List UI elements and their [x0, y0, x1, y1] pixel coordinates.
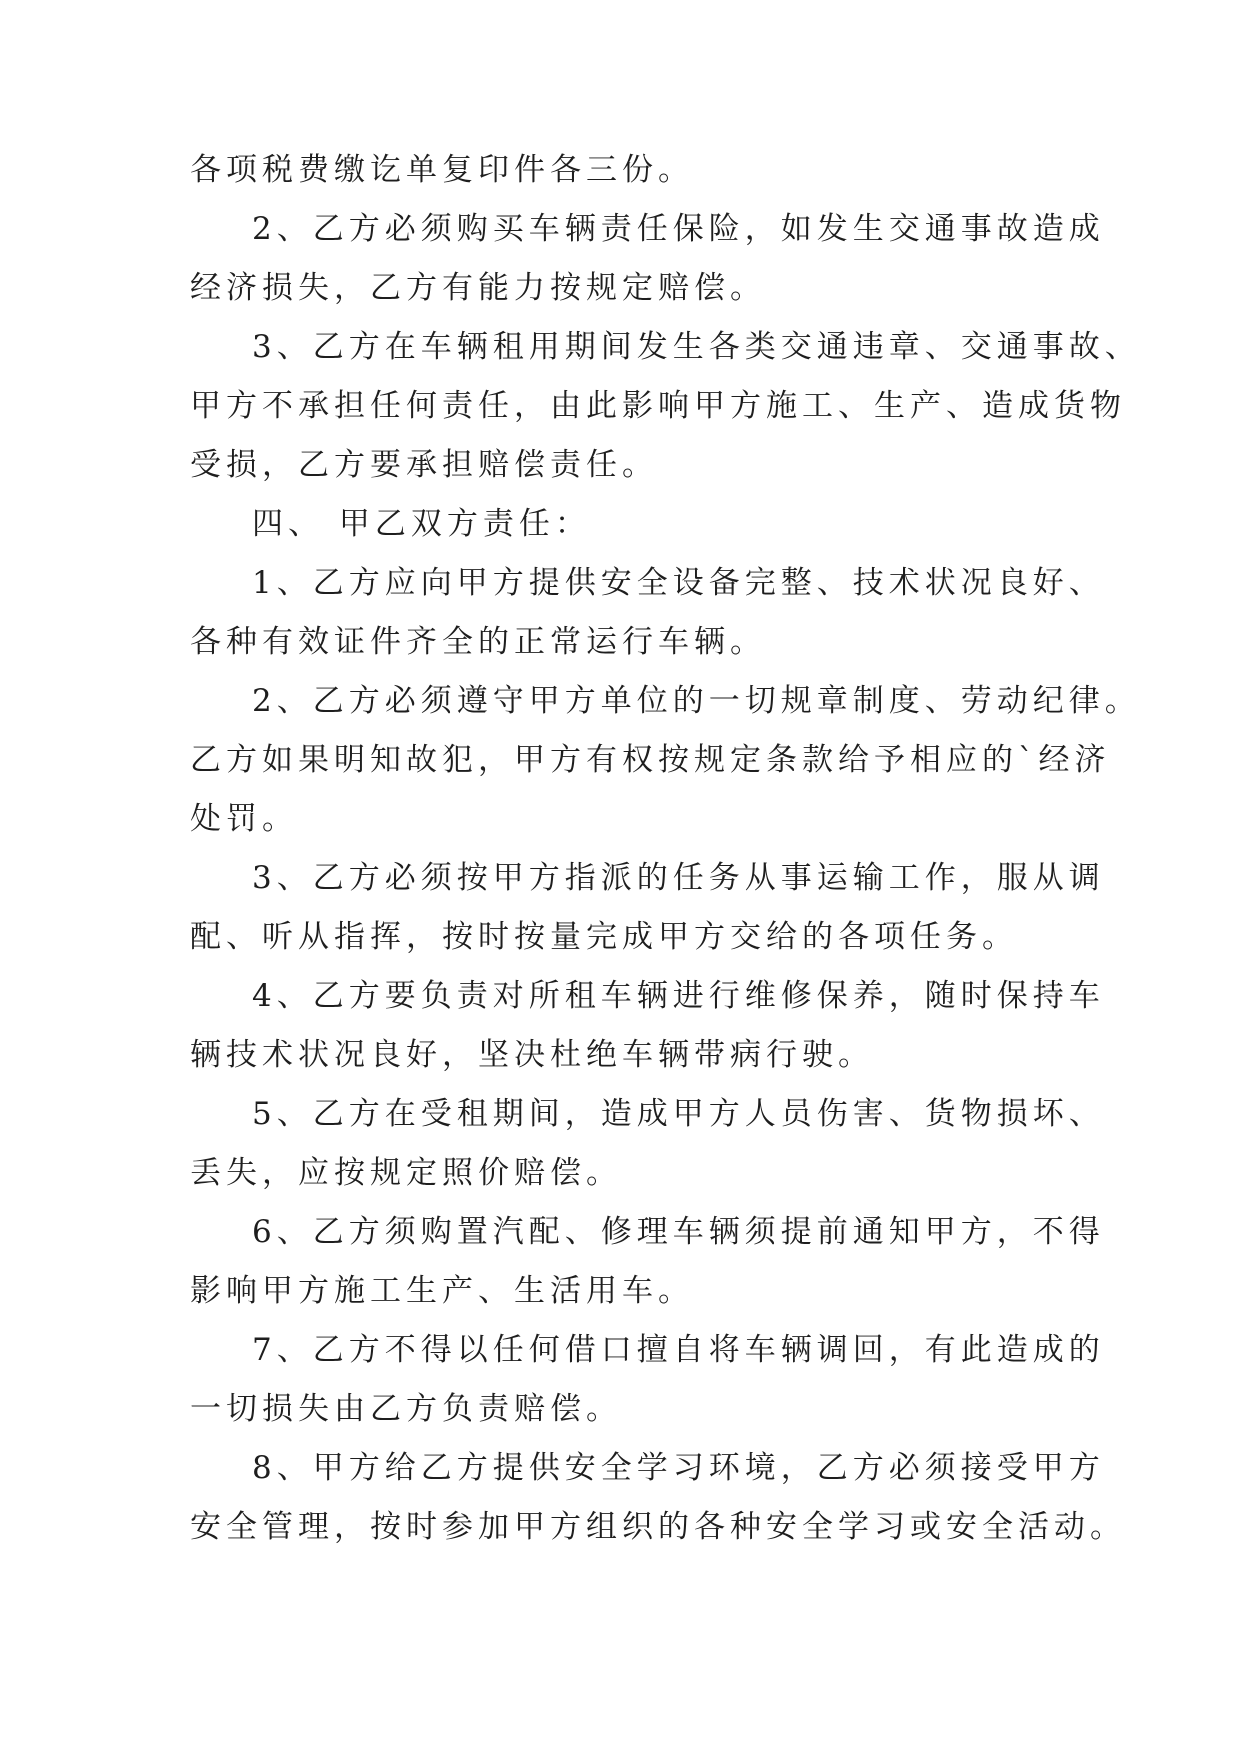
- paragraph-clause-3-2: [190, 209, 1105, 309]
- document-body: [190, 150, 1141, 1566]
- paragraph-clause-4-2: [190, 681, 1141, 840]
- paragraph-line: 各种有效证件齐全的正常运行车辆。: [190, 624, 766, 660]
- paragraph-line: 处罚。: [190, 801, 298, 837]
- paragraph-line: 4、乙方要负责对所租车辆进行维修保养，随时保持车: [252, 978, 1105, 1014]
- paragraph-clause-4-7: [190, 1330, 1105, 1430]
- paragraph-line: 2、乙方必须遵守甲方单位的一切规章制度、劳动纪律。: [252, 683, 1141, 719]
- paragraph-line: 3、乙方在车辆租用期间发生各类交通违章、交通事故、: [252, 329, 1141, 365]
- paragraph-continuation: [190, 150, 1070, 191]
- paragraph-line: 甲方不承担任何责任，由此影响甲方施工、生产、造成货物: [190, 388, 1126, 424]
- paragraph-line: 一切损失由乙方负责赔偿。: [190, 1391, 622, 1427]
- paragraph-line: 各项税费缴讫单复印件各三份。: [190, 152, 694, 188]
- paragraph-line: 乙方如果明知故犯，甲方有权按规定条款给予相应的`经济: [190, 742, 1111, 778]
- paragraph-clause-3-3: [190, 327, 1141, 486]
- paragraph-clause-4-3: [190, 858, 1105, 958]
- paragraph-line: 3、乙方必须按甲方指派的任务从事运输工作，服从调: [252, 860, 1105, 896]
- paragraph-clause-4-5: [190, 1094, 1105, 1194]
- paragraph-line: 2、乙方必须购买车辆责任保险，如发生交通事故造成: [252, 211, 1105, 247]
- paragraph-line: 1、乙方应向甲方提供安全设备完整、技术状况良好、: [252, 565, 1105, 601]
- paragraph-clause-4-6: [190, 1212, 1105, 1312]
- paragraph-line: 安全管理，按时参加甲方组织的各种安全学习或安全活动。: [190, 1509, 1126, 1545]
- paragraph-line: 8、甲方给乙方提供安全学习环境，乙方必须接受甲方: [252, 1450, 1105, 1486]
- paragraph-clause-4-4: [190, 976, 1105, 1076]
- paragraph-line: 受损，乙方要承担赔偿责任。: [190, 447, 658, 483]
- paragraph-line: 辆技术状况良好，坚决杜绝车辆带病行驶。: [190, 1037, 874, 1073]
- paragraph-line: 丢失，应按规定照价赔偿。: [190, 1155, 622, 1191]
- paragraph-line: 7、乙方不得以任何借口擅自将车辆调回，有此造成的: [252, 1332, 1105, 1368]
- paragraph-clause-4-8: [190, 1448, 1126, 1548]
- paragraph-clause-4-1: [190, 563, 1105, 663]
- section-heading-responsibilities: [190, 504, 1070, 545]
- paragraph-line: 5、乙方在受租期间，造成甲方人员伤害、货物损坏、: [252, 1096, 1105, 1132]
- paragraph-line: 影响甲方施工生产、生活用车。: [190, 1273, 694, 1309]
- paragraph-line: 经济损失，乙方有能力按规定赔偿。: [190, 270, 766, 306]
- paragraph-line: 配、听从指挥，按时按量完成甲方交给的各项任务。: [190, 919, 1018, 955]
- section-heading: 四、 甲乙双方责任：: [252, 506, 591, 542]
- paragraph-line: 6、乙方须购置汽配、修理车辆须提前通知甲方，不得: [252, 1214, 1105, 1250]
